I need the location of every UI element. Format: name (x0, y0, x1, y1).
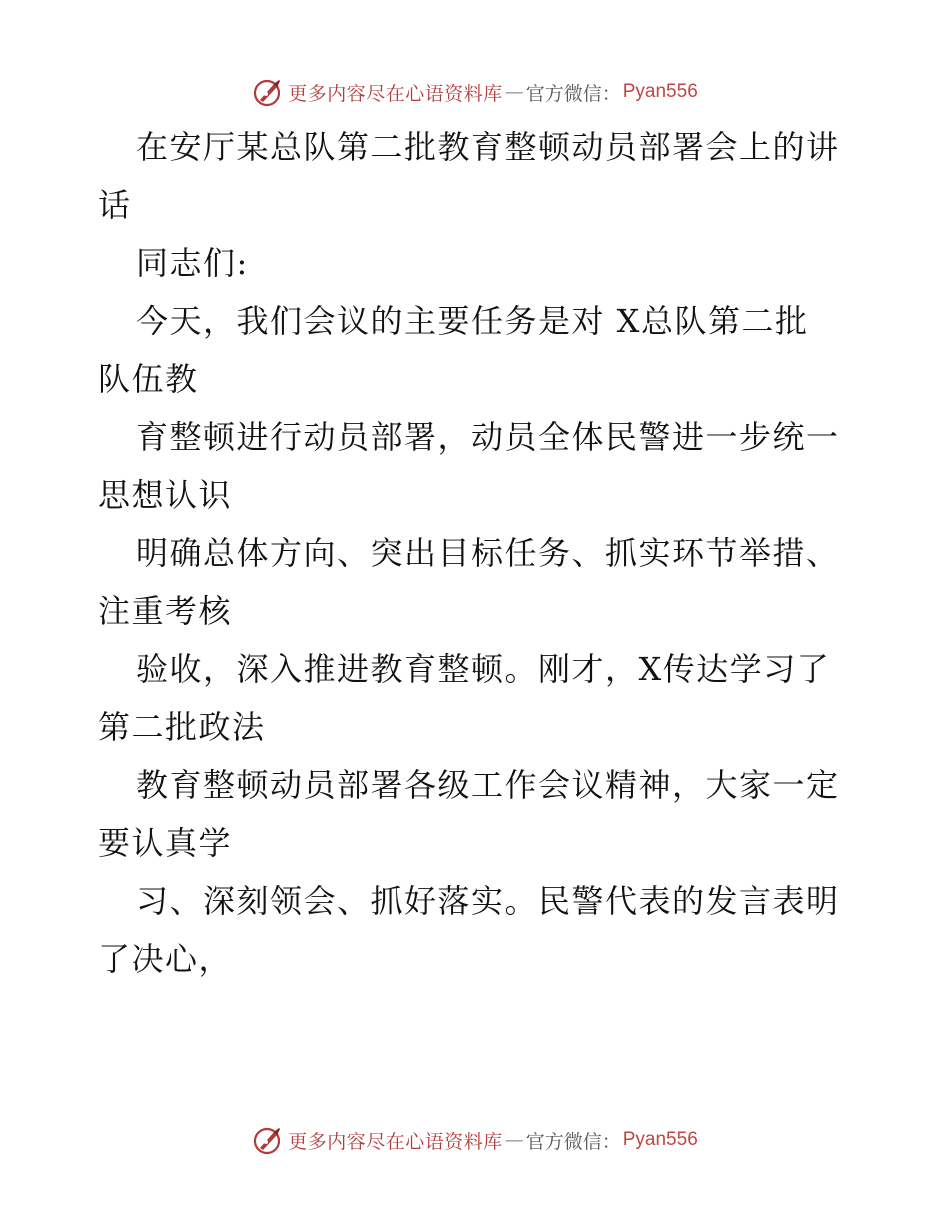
wechat-id: Pyan556 (622, 1129, 698, 1150)
text-line: 队伍教 (98, 360, 199, 398)
text-line: 思想认识 (98, 476, 233, 514)
text-line: 话 (98, 186, 132, 224)
text-line: 明确总体方向、突出目标任务、抓实环节举措、 (136, 534, 840, 572)
text-line: 注重考核 (98, 592, 233, 630)
text-line: 同志们: (136, 244, 249, 282)
text-line: 今天，我们会议的主要任务是对 X总队第二批 (136, 302, 809, 340)
text-line: 了决心， (98, 940, 233, 978)
header-watermark-banner (0, 72, 950, 112)
promo-text: 更多内容尽在心语资料库 (288, 82, 503, 105)
text-line: 教育整顿动员部署各级工作会议精神，大家一定 (136, 766, 840, 804)
quill-logo-icon (252, 1124, 284, 1156)
text-line: 习、深刻领会、抓好落实。民警代表的发言表明 (136, 882, 840, 920)
text-line: 验收，深入推进教育整顿。刚才，X传达学习了 (136, 650, 831, 688)
text-line: 第二批政法 (98, 708, 266, 746)
official-wechat-label: 官方微信： (525, 1130, 621, 1153)
footer-watermark-banner (0, 1120, 950, 1160)
banner-dash: — (504, 1129, 524, 1151)
text-line: 育整顿进行动员部署，动员全体民警进一步统一 (136, 418, 840, 456)
quill-logo-icon (252, 76, 284, 108)
banner-dash: — (504, 81, 524, 103)
text-line: 要认真学 (98, 824, 233, 862)
wechat-id: Pyan556 (622, 81, 698, 102)
official-wechat-label: 官方微信： (525, 82, 621, 105)
document-body (98, 118, 868, 988)
promo-text: 更多内容尽在心语资料库 (288, 1130, 503, 1153)
text-line: 在安厅某总队第二批教育整顿动员部署会上的讲 (136, 128, 840, 166)
